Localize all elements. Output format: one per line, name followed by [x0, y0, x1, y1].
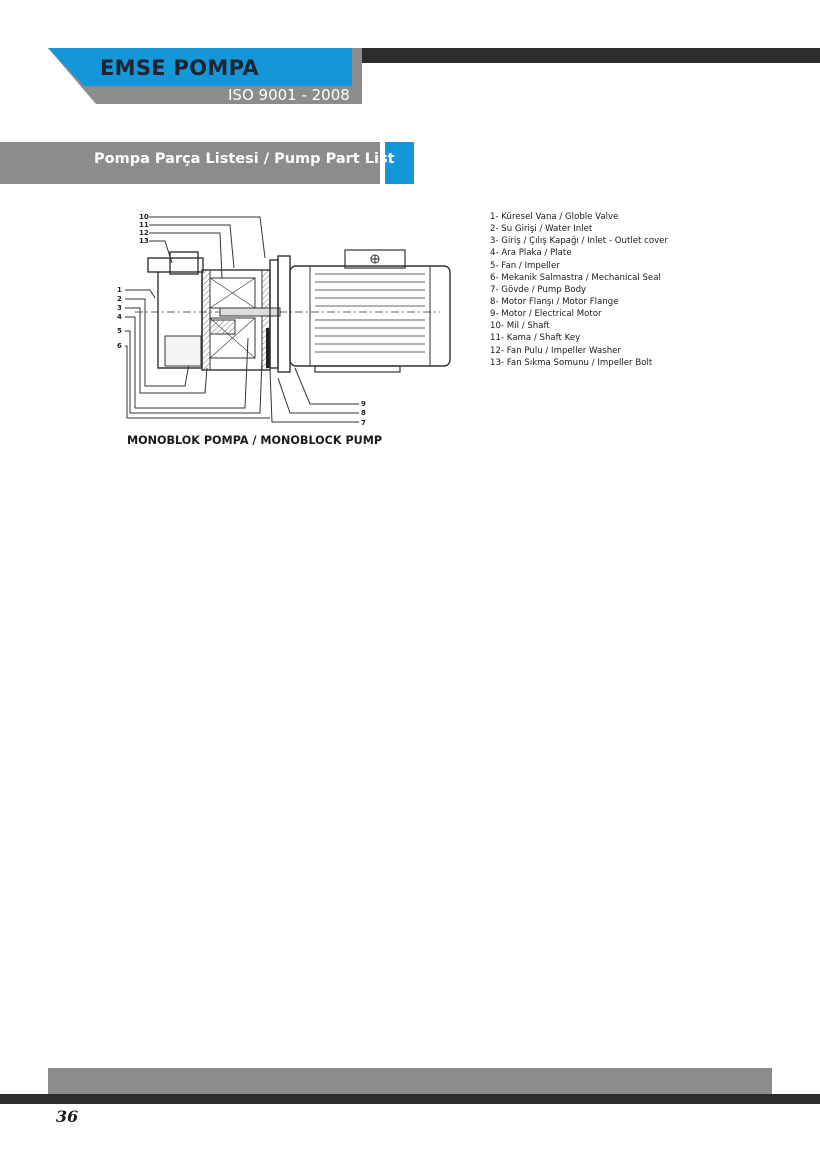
leader-1 — [125, 290, 155, 298]
callout-6: 6 — [117, 342, 122, 350]
callout-2: 2 — [117, 295, 122, 303]
section-title: Pompa Parça Listesi / Pump Part List — [94, 151, 395, 167]
leader-9 — [295, 368, 359, 404]
list-item: 1- Küresel Vana / Globle Valve — [490, 212, 619, 222]
footer-dark-bar — [0, 1094, 820, 1104]
monoblock-pump-diagram — [110, 208, 470, 432]
brand-logo-text: EMSE POMPA — [100, 56, 259, 80]
footer-grey-band — [48, 1068, 772, 1094]
casing-wall-left — [202, 270, 210, 370]
list-item: 4- Ara Plaka / Plate — [490, 248, 572, 259]
callout-3: 3 — [117, 304, 122, 312]
list-item: 6- Mekanik Salmastra / Mechanical Seal — [490, 272, 661, 283]
motor-base — [315, 366, 400, 372]
list-item: 12- Fan Pulu / Impeller Washer — [490, 345, 621, 356]
iso-certification: ISO 9001 - 2008 — [228, 86, 350, 104]
page-number: 36 — [56, 1107, 79, 1126]
list-item: 2- Su Girişi / Water Inlet — [490, 224, 593, 235]
list-item: 13- Fan Sıkma Somunu / Impeller Bolt — [490, 357, 653, 368]
leader-12 — [149, 233, 222, 278]
seal-block — [210, 320, 235, 334]
leader-8 — [278, 378, 359, 413]
lower-cavity — [165, 336, 201, 366]
list-item: 10- Mil / Shaft — [490, 321, 550, 332]
callout-13: 13 — [139, 237, 149, 245]
callout-11: 11 — [139, 221, 149, 229]
list-item: 8- Motor Flanşı / Motor Flange — [490, 296, 619, 307]
leader-13 — [149, 241, 172, 263]
callout-5: 5 — [117, 327, 122, 335]
callout-10: 10 — [139, 213, 149, 221]
motor-housing — [290, 266, 450, 366]
callout-7: 7 — [361, 419, 366, 427]
leader-10 — [149, 217, 265, 258]
parts-list — [490, 211, 668, 369]
leader-7 — [270, 370, 359, 422]
callout-8: 8 — [361, 409, 366, 417]
callout-12: 12 — [139, 229, 149, 237]
header-dark-bar — [350, 48, 820, 63]
shaft — [220, 308, 280, 316]
list-item: 7- Gövde / Pump Body — [490, 284, 587, 295]
outlet-port — [170, 252, 198, 274]
diagram-caption: MONOBLOK POMPA / MONOBLOCK PUMP — [127, 434, 383, 447]
list-item: 11- Kama / Shaft Key — [490, 333, 581, 344]
cooling-fins — [315, 274, 425, 352]
list-item: 9- Motor / Electrical Motor — [490, 309, 602, 320]
callout-9: 9 — [361, 400, 366, 408]
callout-4: 4 — [117, 313, 122, 321]
callout-1: 1 — [117, 286, 122, 294]
impeller-top-cross — [210, 278, 255, 308]
inlet-flange — [148, 258, 203, 272]
list-item: 5- Fan / Impeller — [490, 260, 560, 271]
list-item: 3- Giriş / Çılış Kapağı / Inlet - Outlet cover — [490, 236, 668, 247]
